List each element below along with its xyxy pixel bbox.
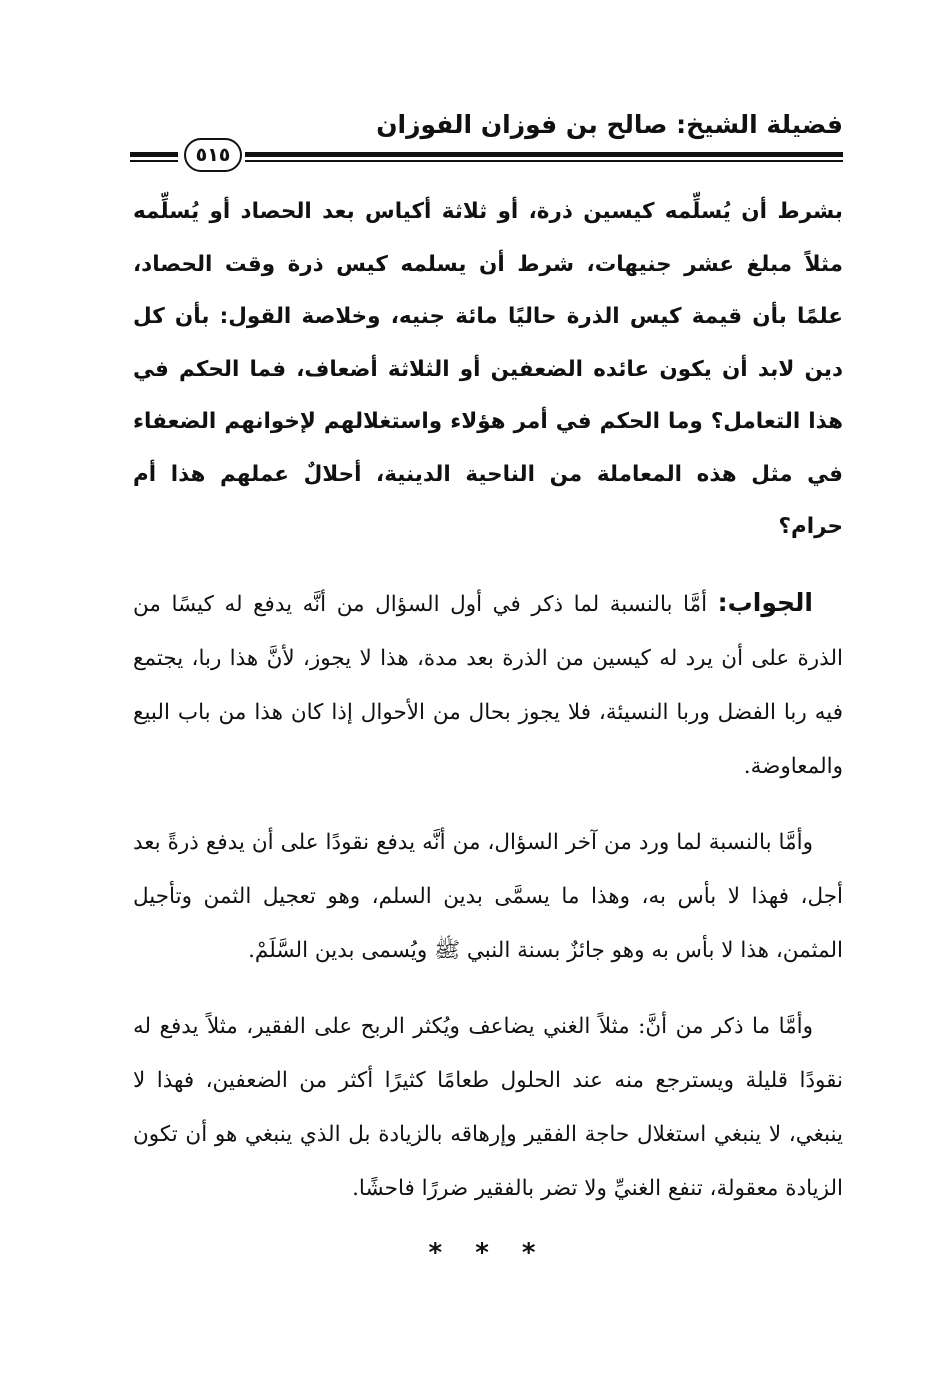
header-rule — [245, 152, 843, 157]
answer-paragraph-3: وأمَّا ما ذكر من أنَّ: مثلاً الغني يضاعف ويُكثر الربح على الفقير، مثلاً يدفع له نقودًا قليلة ويسترجع منه عند الحلول طعامًا كثيرًا أكثر من الضعفين، فهذا لا ينبغي، لا ينبغي استغلال حاجة الفقير وإرهاقه بالزيادة بل الذي ينبغي هو أن تكون الزيادة معقولة، تنفع الغنيِّ ولا تضر بالفقير ضررًا فاحشًا. — [133, 1013, 843, 1201]
header-rule-left — [130, 152, 178, 157]
page-header — [130, 108, 843, 178]
question-text: بشرط أن يُسلِّمه كيسين ذرة، أو ثلاثة أكياس بعد الحصاد أو يُسلِّمه مثلاً مبلغ عشر جنيهات، شرط أن يسلمه كيس ذرة وقت الحصاد، علمًا بأن قيمة كيس الذرة حاليًا مائة جنيه، وخلاصة القول: بأن كل دين لابد أن يكون عائده الضعفين أو الثلاثة أضعاف، فما الحكم في هذا التعامل؟ وما الحكم في أمر هؤلاء واستغلالهم لإخوانهم الضعفاء في مثل هذه المعاملة من الناحية الدينية، أحلالٌ عملهم هذا أم حرام؟ — [133, 199, 843, 539]
header-rule-left-thin — [130, 160, 178, 162]
answer-paragraph-1 — [133, 576, 843, 794]
page-number: ٥١٥ — [184, 138, 242, 172]
section-separator: * * * — [428, 1237, 548, 1268]
page-content — [133, 186, 843, 1268]
header-title: فضيلة الشيخ: صالح بن فوزان الفوزان — [376, 110, 843, 139]
header-rule-thin — [245, 160, 843, 162]
answer-label: الجواب: — [717, 587, 813, 617]
answer-text-1: أمَّا بالنسبة لما ذكر في أول السؤال من أنَّه يدفع له كيسًا من الذرة على أن يرد له كيسين من الذرة بعد مدة، هذا لا يجوز، لأنَّ هذا ربا، يجتمع فيه ربا الفضل وربا النسيئة، فلا يجوز بحال من الأحوال إذا كان هذا من باب البيع والمعاوضة. — [133, 591, 843, 779]
answer-paragraph-2: وأمَّا بالنسبة لما ورد من آخر السؤال، من أنَّه يدفع نقودًا على أن يدفع ذرةً بعد أجل، فهذا لا بأس به، وهذا ما يسمَّى بدين السلم، وهو تعجيل الثمن وتأجيل المثمن، هذا لا بأس به وهو جائزٌ بسنة النبي ﷺ ويُسمى بدين السَّلَمْ. — [133, 829, 843, 963]
